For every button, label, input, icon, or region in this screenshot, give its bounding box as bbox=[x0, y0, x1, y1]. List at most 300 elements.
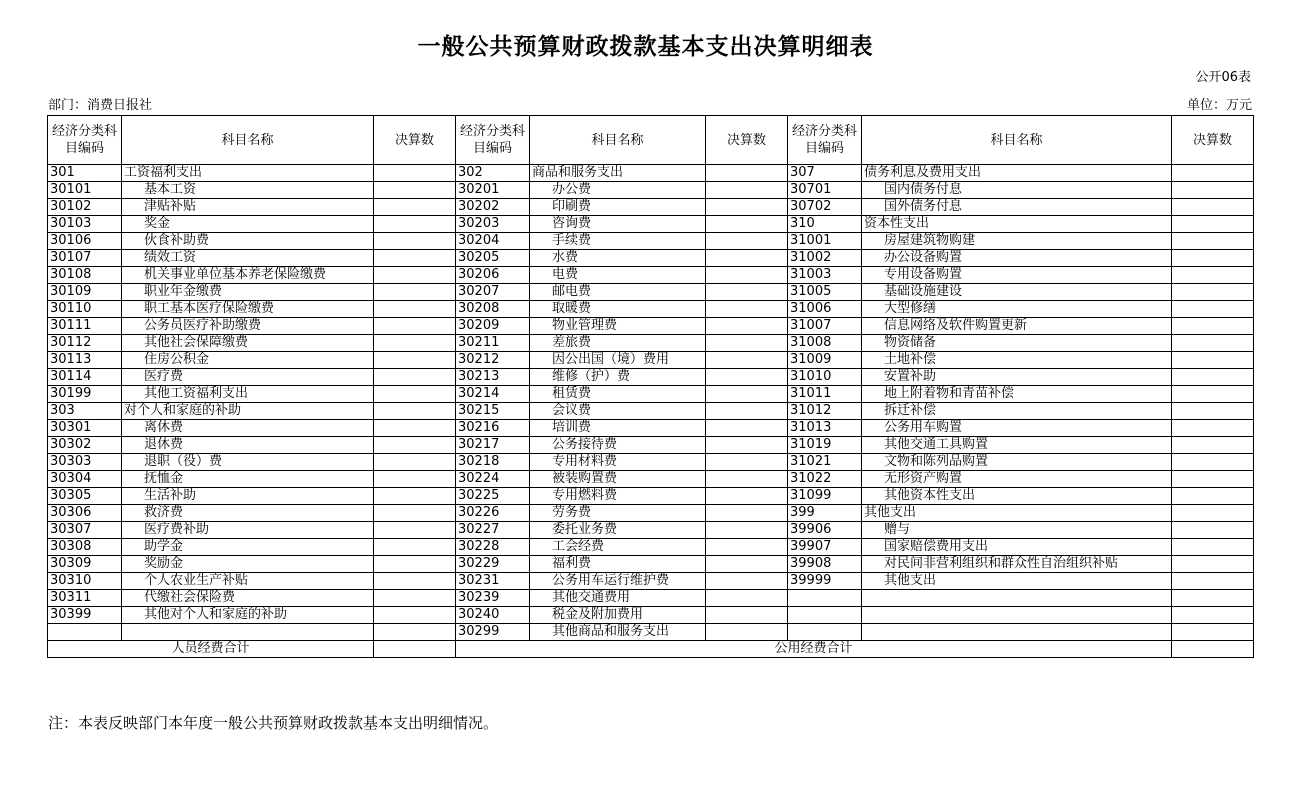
row-code: 31019 bbox=[788, 437, 862, 454]
row-code: 30208 bbox=[456, 301, 530, 318]
row-code: 31001 bbox=[788, 233, 862, 250]
row-name: 土地补偿 bbox=[862, 352, 1172, 369]
header-name: 科目名称 bbox=[862, 116, 1172, 165]
public-total-label: 公用经费合计 bbox=[456, 641, 1172, 658]
form-number: 公开06表 bbox=[1195, 70, 1251, 85]
table-row bbox=[48, 335, 1254, 352]
row-code: 30201 bbox=[456, 182, 530, 199]
row-code: 30239 bbox=[456, 590, 530, 607]
row-amount bbox=[706, 522, 788, 539]
row-name bbox=[862, 590, 1172, 607]
table-row bbox=[48, 352, 1254, 369]
row-code: 31002 bbox=[788, 250, 862, 267]
row-amount bbox=[706, 539, 788, 556]
row-name: 被装购置费 bbox=[530, 471, 706, 488]
row-code bbox=[48, 624, 122, 641]
row-code bbox=[788, 607, 862, 624]
row-amount bbox=[374, 454, 456, 471]
row-name: 对个人和家庭的补助 bbox=[122, 403, 374, 420]
row-name: 因公出国（境）费用 bbox=[530, 352, 706, 369]
row-code: 307 bbox=[788, 165, 862, 182]
table-row bbox=[48, 386, 1254, 403]
row-code: 30301 bbox=[48, 420, 122, 437]
row-code: 30101 bbox=[48, 182, 122, 199]
row-name: 医疗费 bbox=[122, 369, 374, 386]
row-name: 公务用车运行维护费 bbox=[530, 573, 706, 590]
row-code: 30213 bbox=[456, 369, 530, 386]
row-name: 职业年金缴费 bbox=[122, 284, 374, 301]
table-row bbox=[48, 403, 1254, 420]
row-amount bbox=[1172, 386, 1254, 403]
row-amount bbox=[1172, 403, 1254, 420]
row-name: 生活补助 bbox=[122, 488, 374, 505]
row-code: 30216 bbox=[456, 420, 530, 437]
row-amount bbox=[1172, 165, 1254, 182]
row-amount bbox=[1172, 573, 1254, 590]
page-title: 一般公共预算财政拨款基本支出决算明细表 bbox=[417, 34, 874, 60]
row-name: 其他交通工具购置 bbox=[862, 437, 1172, 454]
table-row bbox=[48, 624, 1254, 641]
row-amount bbox=[1172, 369, 1254, 386]
row-code: 30107 bbox=[48, 250, 122, 267]
row-name: 国家赔偿费用支出 bbox=[862, 539, 1172, 556]
row-name: 安置补助 bbox=[862, 369, 1172, 386]
row-code: 30106 bbox=[48, 233, 122, 250]
row-name: 无形资产购置 bbox=[862, 471, 1172, 488]
row-code: 30209 bbox=[456, 318, 530, 335]
row-code: 30701 bbox=[788, 182, 862, 199]
row-name: 其他交通费用 bbox=[530, 590, 706, 607]
row-name: 取暖费 bbox=[530, 301, 706, 318]
row-code: 30203 bbox=[456, 216, 530, 233]
row-name: 抚恤金 bbox=[122, 471, 374, 488]
row-name: 维修（护）费 bbox=[530, 369, 706, 386]
row-name: 物资储备 bbox=[862, 335, 1172, 352]
table-row bbox=[48, 471, 1254, 488]
row-name: 其他资本性支出 bbox=[862, 488, 1172, 505]
header-name: 科目名称 bbox=[530, 116, 706, 165]
header-amount: 决算数 bbox=[1172, 116, 1254, 165]
row-amount bbox=[374, 556, 456, 573]
row-amount bbox=[706, 318, 788, 335]
row-amount bbox=[1172, 250, 1254, 267]
row-name: 工会经费 bbox=[530, 539, 706, 556]
row-name: 劳务费 bbox=[530, 505, 706, 522]
row-amount bbox=[374, 624, 456, 641]
row-amount bbox=[706, 216, 788, 233]
table-row bbox=[48, 437, 1254, 454]
row-name: 职工基本医疗保险缴费 bbox=[122, 301, 374, 318]
row-name: 基础设施建设 bbox=[862, 284, 1172, 301]
row-code: 30305 bbox=[48, 488, 122, 505]
row-name: 赠与 bbox=[862, 522, 1172, 539]
row-amount bbox=[374, 216, 456, 233]
department-label: 部门：消费日报社 bbox=[48, 98, 153, 113]
row-amount bbox=[706, 403, 788, 420]
row-code: 30304 bbox=[48, 471, 122, 488]
row-code: 31003 bbox=[788, 267, 862, 284]
row-code: 30205 bbox=[456, 250, 530, 267]
row-amount bbox=[374, 386, 456, 403]
row-code: 30226 bbox=[456, 505, 530, 522]
table-row bbox=[48, 267, 1254, 284]
row-amount bbox=[374, 607, 456, 624]
row-name: 公务接待费 bbox=[530, 437, 706, 454]
row-name bbox=[122, 624, 374, 641]
row-code: 30108 bbox=[48, 267, 122, 284]
row-code: 30202 bbox=[456, 199, 530, 216]
row-name: 其他社会保障缴费 bbox=[122, 335, 374, 352]
row-name: 办公设备购置 bbox=[862, 250, 1172, 267]
row-name: 住房公积金 bbox=[122, 352, 374, 369]
row-code: 399 bbox=[788, 505, 862, 522]
row-amount bbox=[374, 335, 456, 352]
row-name: 电费 bbox=[530, 267, 706, 284]
row-code: 31006 bbox=[788, 301, 862, 318]
row-code: 30112 bbox=[48, 335, 122, 352]
row-name: 专用设备购置 bbox=[862, 267, 1172, 284]
row-amount bbox=[1172, 199, 1254, 216]
row-code: 30207 bbox=[456, 284, 530, 301]
row-amount bbox=[706, 369, 788, 386]
row-name: 商品和服务支出 bbox=[530, 165, 706, 182]
row-code: 31009 bbox=[788, 352, 862, 369]
row-amount bbox=[374, 437, 456, 454]
table-row bbox=[48, 233, 1254, 250]
row-amount bbox=[706, 267, 788, 284]
row-amount bbox=[1172, 318, 1254, 335]
row-name: 拆迁补偿 bbox=[862, 403, 1172, 420]
row-code: 39908 bbox=[788, 556, 862, 573]
row-code: 30306 bbox=[48, 505, 122, 522]
row-code: 30218 bbox=[456, 454, 530, 471]
row-code: 31012 bbox=[788, 403, 862, 420]
row-code: 39999 bbox=[788, 573, 862, 590]
table-row bbox=[48, 505, 1254, 522]
table-row bbox=[48, 607, 1254, 624]
header-name: 科目名称 bbox=[122, 116, 374, 165]
row-amount bbox=[706, 284, 788, 301]
unit-label: 单位：万元 bbox=[1186, 98, 1252, 113]
row-code: 30212 bbox=[456, 352, 530, 369]
table-row bbox=[48, 522, 1254, 539]
row-code: 31022 bbox=[788, 471, 862, 488]
table-row bbox=[48, 420, 1254, 437]
row-amount bbox=[374, 199, 456, 216]
row-amount bbox=[374, 182, 456, 199]
row-code: 30311 bbox=[48, 590, 122, 607]
table-row bbox=[48, 284, 1254, 301]
table-body bbox=[48, 165, 1254, 641]
row-name: 资本性支出 bbox=[862, 216, 1172, 233]
row-name: 手续费 bbox=[530, 233, 706, 250]
row-amount bbox=[374, 522, 456, 539]
row-name: 咨询费 bbox=[530, 216, 706, 233]
row-amount bbox=[706, 488, 788, 505]
row-code: 30229 bbox=[456, 556, 530, 573]
row-name: 伙食补助费 bbox=[122, 233, 374, 250]
row-amount bbox=[706, 573, 788, 590]
row-name: 会议费 bbox=[530, 403, 706, 420]
row-name: 房屋建筑物购建 bbox=[862, 233, 1172, 250]
row-name: 大型修缮 bbox=[862, 301, 1172, 318]
table-row bbox=[48, 216, 1254, 233]
row-name: 文物和陈列品购置 bbox=[862, 454, 1172, 471]
row-code: 30310 bbox=[48, 573, 122, 590]
row-name: 邮电费 bbox=[530, 284, 706, 301]
row-amount bbox=[706, 556, 788, 573]
table-row bbox=[48, 369, 1254, 386]
row-amount bbox=[374, 233, 456, 250]
row-amount bbox=[706, 454, 788, 471]
row-code: 30110 bbox=[48, 301, 122, 318]
row-amount bbox=[706, 250, 788, 267]
row-name: 债务利息及费用支出 bbox=[862, 165, 1172, 182]
row-name: 个人农业生产补贴 bbox=[122, 573, 374, 590]
row-name: 离休费 bbox=[122, 420, 374, 437]
row-name: 公务员医疗补助缴费 bbox=[122, 318, 374, 335]
row-name bbox=[862, 607, 1172, 624]
row-code: 30102 bbox=[48, 199, 122, 216]
public-total-value bbox=[1172, 641, 1254, 658]
row-name: 地上附着物和青苗补偿 bbox=[862, 386, 1172, 403]
row-amount bbox=[1172, 590, 1254, 607]
row-name: 奖金 bbox=[122, 216, 374, 233]
row-name: 税金及附加费用 bbox=[530, 607, 706, 624]
table-row bbox=[48, 488, 1254, 505]
row-amount bbox=[706, 386, 788, 403]
row-name: 公务用车购置 bbox=[862, 420, 1172, 437]
row-amount bbox=[1172, 522, 1254, 539]
row-name: 租赁费 bbox=[530, 386, 706, 403]
row-amount bbox=[1172, 556, 1254, 573]
row-code: 30308 bbox=[48, 539, 122, 556]
row-code: 310 bbox=[788, 216, 862, 233]
row-name: 办公费 bbox=[530, 182, 706, 199]
row-name: 印刷费 bbox=[530, 199, 706, 216]
row-amount bbox=[374, 369, 456, 386]
row-code: 31011 bbox=[788, 386, 862, 403]
row-name: 对民间非营利组织和群众性自治组织补贴 bbox=[862, 556, 1172, 573]
row-amount bbox=[374, 318, 456, 335]
row-code: 30204 bbox=[456, 233, 530, 250]
row-amount bbox=[1172, 335, 1254, 352]
header-code: 经济分类科目编码 bbox=[788, 116, 862, 165]
header-amount: 决算数 bbox=[706, 116, 788, 165]
row-code: 30109 bbox=[48, 284, 122, 301]
row-code: 30309 bbox=[48, 556, 122, 573]
row-name: 代缴社会保险费 bbox=[122, 590, 374, 607]
row-name: 水费 bbox=[530, 250, 706, 267]
row-amount bbox=[1172, 607, 1254, 624]
row-amount bbox=[1172, 182, 1254, 199]
row-code bbox=[788, 590, 862, 607]
totals-row bbox=[48, 641, 1254, 658]
row-code: 301 bbox=[48, 165, 122, 182]
row-name: 福利费 bbox=[530, 556, 706, 573]
row-amount bbox=[1172, 505, 1254, 522]
row-amount bbox=[706, 352, 788, 369]
table-row bbox=[48, 165, 1254, 182]
row-amount bbox=[374, 420, 456, 437]
personnel-total-label: 人员经费合计 bbox=[48, 641, 374, 658]
footnote: 注：本表反映部门本年度一般公共预算财政拨款基本支出明细情况。 bbox=[48, 714, 499, 732]
row-code: 30215 bbox=[456, 403, 530, 420]
row-name: 国外债务付息 bbox=[862, 199, 1172, 216]
expenditure-detail-table bbox=[47, 115, 1254, 658]
row-name: 专用材料费 bbox=[530, 454, 706, 471]
row-code: 30307 bbox=[48, 522, 122, 539]
row-code: 30240 bbox=[456, 607, 530, 624]
row-amount bbox=[706, 590, 788, 607]
row-amount bbox=[374, 488, 456, 505]
row-amount bbox=[706, 165, 788, 182]
row-name: 机关事业单位基本养老保险缴费 bbox=[122, 267, 374, 284]
row-amount bbox=[706, 437, 788, 454]
header-code: 经济分类科目编码 bbox=[456, 116, 530, 165]
row-code: 30224 bbox=[456, 471, 530, 488]
row-code: 31008 bbox=[788, 335, 862, 352]
row-name: 退休费 bbox=[122, 437, 374, 454]
row-code: 30206 bbox=[456, 267, 530, 284]
row-amount bbox=[374, 403, 456, 420]
row-name: 其他对个人和家庭的补助 bbox=[122, 607, 374, 624]
row-name: 救济费 bbox=[122, 505, 374, 522]
row-code: 39907 bbox=[788, 539, 862, 556]
row-amount bbox=[1172, 437, 1254, 454]
row-amount bbox=[374, 573, 456, 590]
row-code: 31013 bbox=[788, 420, 862, 437]
row-name: 其他工资福利支出 bbox=[122, 386, 374, 403]
table-row bbox=[48, 539, 1254, 556]
row-name: 其他商品和服务支出 bbox=[530, 624, 706, 641]
row-amount bbox=[374, 284, 456, 301]
row-name: 信息网络及软件购置更新 bbox=[862, 318, 1172, 335]
row-code: 31021 bbox=[788, 454, 862, 471]
row-amount bbox=[706, 182, 788, 199]
row-amount bbox=[1172, 267, 1254, 284]
row-code: 30103 bbox=[48, 216, 122, 233]
table-row bbox=[48, 454, 1254, 471]
row-code: 302 bbox=[456, 165, 530, 182]
row-amount bbox=[1172, 539, 1254, 556]
table-header-row bbox=[48, 116, 1254, 165]
row-amount bbox=[706, 301, 788, 318]
row-name: 绩效工资 bbox=[122, 250, 374, 267]
row-name: 委托业务费 bbox=[530, 522, 706, 539]
row-code: 31010 bbox=[788, 369, 862, 386]
row-code: 30114 bbox=[48, 369, 122, 386]
row-name: 助学金 bbox=[122, 539, 374, 556]
row-name: 津贴补贴 bbox=[122, 199, 374, 216]
row-name bbox=[862, 624, 1172, 641]
table-row bbox=[48, 301, 1254, 318]
table-row bbox=[48, 556, 1254, 573]
row-code: 31007 bbox=[788, 318, 862, 335]
row-code: 31005 bbox=[788, 284, 862, 301]
row-name: 物业管理费 bbox=[530, 318, 706, 335]
row-code: 39906 bbox=[788, 522, 862, 539]
row-code: 30299 bbox=[456, 624, 530, 641]
row-amount bbox=[1172, 352, 1254, 369]
row-name: 医疗费补助 bbox=[122, 522, 374, 539]
row-amount bbox=[1172, 624, 1254, 641]
row-amount bbox=[706, 335, 788, 352]
row-amount bbox=[374, 250, 456, 267]
row-amount bbox=[374, 471, 456, 488]
row-name: 专用燃料费 bbox=[530, 488, 706, 505]
row-name: 培训费 bbox=[530, 420, 706, 437]
row-amount bbox=[1172, 233, 1254, 250]
row-amount bbox=[1172, 488, 1254, 505]
row-amount bbox=[374, 267, 456, 284]
row-code: 31099 bbox=[788, 488, 862, 505]
table-row bbox=[48, 250, 1254, 267]
table-row bbox=[48, 573, 1254, 590]
row-amount bbox=[374, 590, 456, 607]
row-amount bbox=[1172, 216, 1254, 233]
row-name: 基本工资 bbox=[122, 182, 374, 199]
row-code bbox=[788, 624, 862, 641]
row-amount bbox=[706, 505, 788, 522]
row-amount bbox=[374, 539, 456, 556]
table-row bbox=[48, 199, 1254, 216]
row-name: 其他支出 bbox=[862, 573, 1172, 590]
row-amount bbox=[1172, 454, 1254, 471]
row-code: 303 bbox=[48, 403, 122, 420]
row-amount bbox=[1172, 284, 1254, 301]
row-name: 奖励金 bbox=[122, 556, 374, 573]
row-amount bbox=[706, 471, 788, 488]
row-code: 30228 bbox=[456, 539, 530, 556]
row-amount bbox=[706, 420, 788, 437]
row-amount bbox=[1172, 420, 1254, 437]
row-code: 30217 bbox=[456, 437, 530, 454]
row-code: 30702 bbox=[788, 199, 862, 216]
personnel-total-value bbox=[374, 641, 456, 658]
row-code: 30225 bbox=[456, 488, 530, 505]
header-amount: 决算数 bbox=[374, 116, 456, 165]
row-code: 30111 bbox=[48, 318, 122, 335]
row-code: 30303 bbox=[48, 454, 122, 471]
table-row bbox=[48, 590, 1254, 607]
row-code: 30302 bbox=[48, 437, 122, 454]
row-amount bbox=[706, 199, 788, 216]
row-code: 30399 bbox=[48, 607, 122, 624]
header-code: 经济分类科目编码 bbox=[48, 116, 122, 165]
row-name: 工资福利支出 bbox=[122, 165, 374, 182]
table-row bbox=[48, 318, 1254, 335]
row-name: 退职（役）费 bbox=[122, 454, 374, 471]
row-code: 30214 bbox=[456, 386, 530, 403]
row-amount bbox=[374, 301, 456, 318]
row-amount bbox=[374, 165, 456, 182]
row-amount bbox=[706, 607, 788, 624]
row-code: 30113 bbox=[48, 352, 122, 369]
row-code: 30231 bbox=[456, 573, 530, 590]
row-code: 30227 bbox=[456, 522, 530, 539]
row-name: 差旅费 bbox=[530, 335, 706, 352]
row-amount bbox=[374, 352, 456, 369]
row-amount bbox=[706, 624, 788, 641]
row-amount bbox=[374, 505, 456, 522]
row-name: 其他支出 bbox=[862, 505, 1172, 522]
row-name: 国内债务付息 bbox=[862, 182, 1172, 199]
row-code: 30199 bbox=[48, 386, 122, 403]
row-amount bbox=[706, 233, 788, 250]
row-amount bbox=[1172, 301, 1254, 318]
row-code: 30211 bbox=[456, 335, 530, 352]
